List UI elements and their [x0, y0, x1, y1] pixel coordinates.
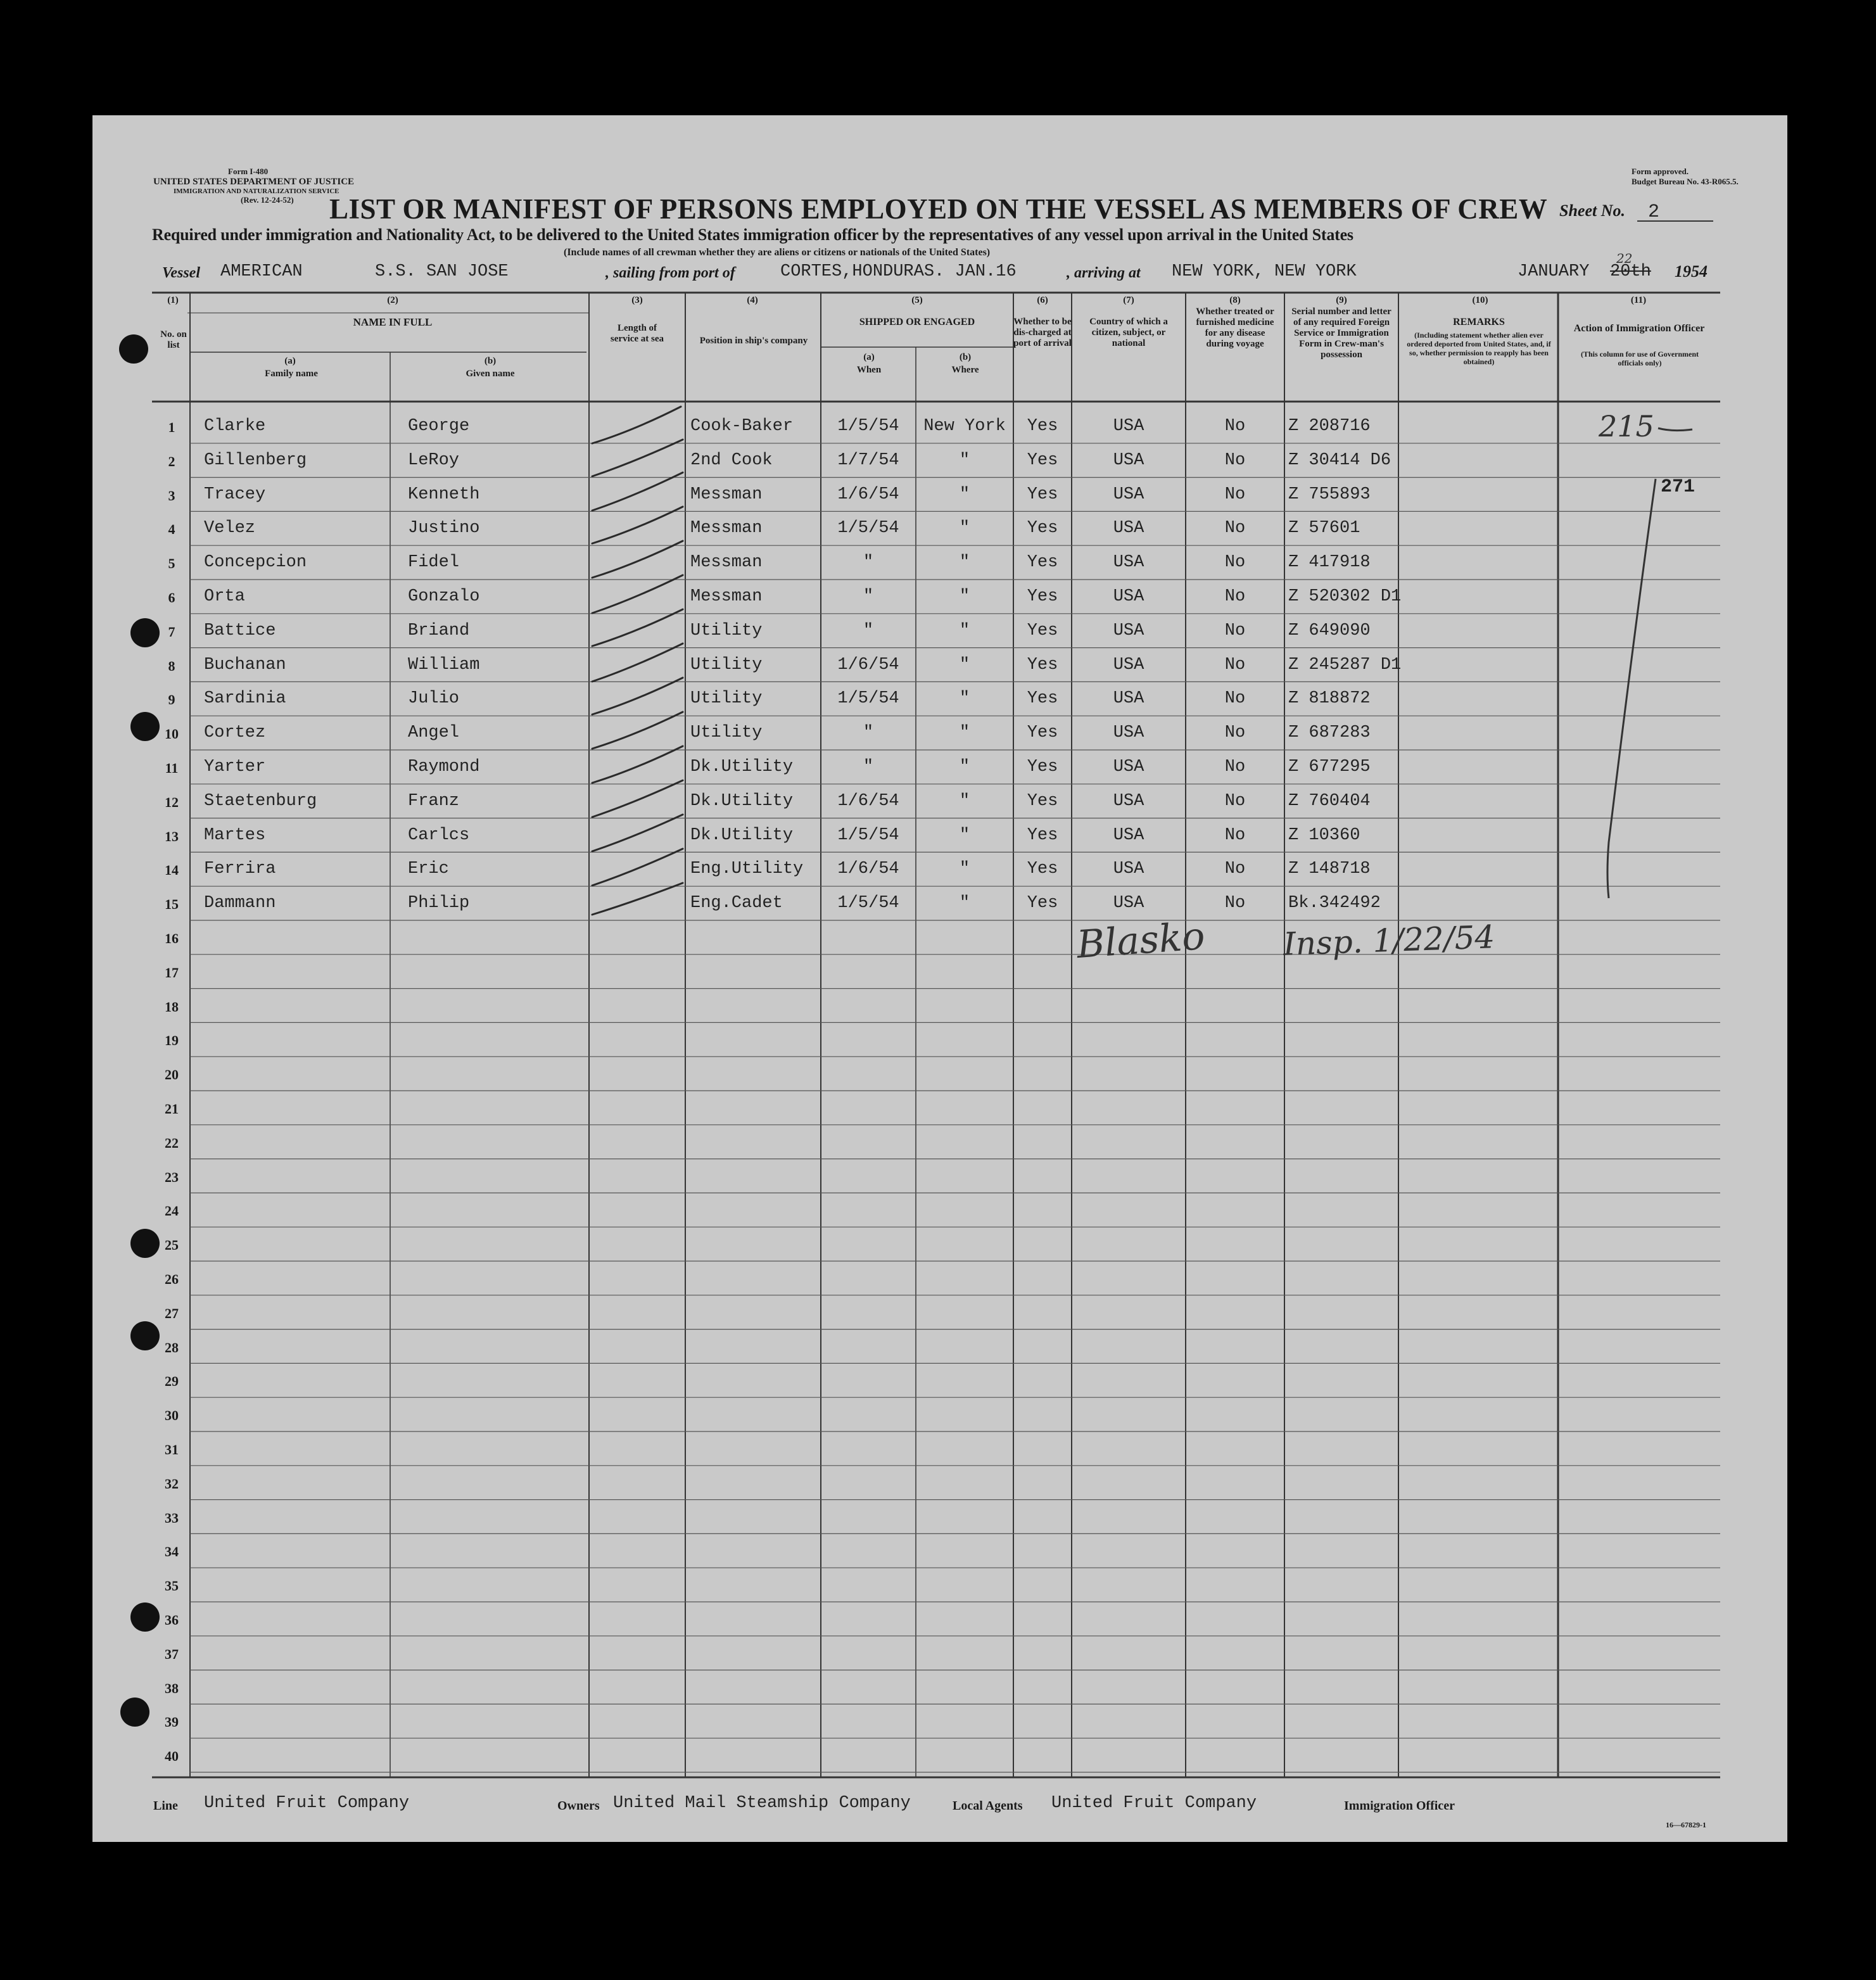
- form-note: (Include names of all crewman whether they are aliens or citizens or nationals of the United States): [564, 247, 991, 258]
- shipped-when-cell: 1/5/54: [837, 894, 899, 913]
- family-name-cell: Clarke: [204, 417, 266, 436]
- date-year: 1954: [1675, 262, 1708, 281]
- discharge-cell: Yes: [1027, 825, 1058, 845]
- shipped-when-cell: ": [863, 723, 874, 743]
- col5-header: SHIPPED OR ENGAGED: [859, 317, 975, 327]
- position-cell: Utility: [690, 723, 763, 743]
- row-number: 3: [168, 487, 175, 504]
- country-cell: USA: [1113, 553, 1144, 573]
- col4-number: (4): [747, 295, 758, 305]
- country-cell: USA: [1113, 689, 1144, 709]
- position-cell: Eng.Utility: [690, 860, 804, 879]
- row-number: 29: [165, 1373, 179, 1390]
- treated-cell: No: [1224, 825, 1246, 845]
- position-cell: Dk.Utility: [690, 758, 794, 777]
- serial-cell: Z 755893: [1288, 485, 1371, 504]
- discharge-cell: Yes: [1027, 689, 1058, 709]
- family-name-cell: Dammann: [204, 894, 276, 913]
- row-number: 32: [165, 1475, 179, 1492]
- line-value: United Fruit Company: [204, 1794, 410, 1813]
- shipped-when-cell: 1/6/54: [837, 791, 899, 811]
- shipped-where-cell: ": [959, 825, 970, 845]
- serial-cell: Z 677295: [1288, 758, 1371, 777]
- row-number: 38: [165, 1680, 179, 1696]
- country-cell: USA: [1113, 791, 1144, 811]
- discharge-cell: Yes: [1027, 450, 1058, 470]
- col2a-header: Family name: [265, 369, 318, 379]
- shipped-where-cell: ": [959, 450, 970, 470]
- row-number: 10: [165, 726, 179, 742]
- family-name-cell: Orta: [204, 587, 245, 606]
- position-cell: Dk.Utility: [690, 825, 794, 845]
- serial-cell: Z 649090: [1288, 621, 1371, 640]
- given-name-cell: Fidel: [408, 553, 460, 573]
- print-code: 16—67829-1: [1666, 1820, 1706, 1829]
- shipped-when-cell: 1/5/54: [837, 519, 899, 538]
- serial-cell: Z 57601: [1288, 519, 1360, 538]
- date-day: 20th: [1610, 262, 1651, 281]
- discharge-cell: Yes: [1027, 758, 1058, 777]
- agents-value: United Fruit Company: [1051, 1794, 1257, 1813]
- shipped-where-cell: ": [959, 621, 970, 640]
- col2-number: (2): [387, 295, 398, 305]
- position-cell: Dk.Utility: [690, 791, 794, 811]
- shipped-when-cell: 1/5/54: [837, 689, 899, 709]
- row-number: 39: [165, 1714, 179, 1730]
- treated-cell: No: [1224, 450, 1246, 470]
- row-number: 22: [165, 1134, 179, 1151]
- treated-cell: No: [1224, 689, 1246, 709]
- discharge-cell: Yes: [1027, 587, 1058, 606]
- row-number: 28: [165, 1339, 179, 1355]
- row-number: 31: [165, 1442, 179, 1457]
- given-name-cell: William: [408, 655, 480, 675]
- vessel-label: Vessel: [162, 265, 200, 281]
- shipped-where-cell: ": [959, 860, 970, 879]
- budget: Budget Bureau No. 43-R065.5.: [1632, 177, 1739, 186]
- position-cell: Eng.Cadet: [690, 894, 783, 913]
- given-name-cell: Franz: [408, 791, 460, 811]
- country-cell: USA: [1113, 417, 1144, 436]
- treated-cell: No: [1224, 894, 1246, 913]
- sheet-label: Sheet No.: [1559, 201, 1625, 220]
- row-number: 23: [165, 1169, 179, 1185]
- shipped-where-cell: ": [959, 519, 970, 538]
- vessel-name: S.S. SAN JOSE: [375, 262, 509, 281]
- serial-cell: Z 687283: [1288, 723, 1371, 743]
- given-name-cell: Briand: [408, 621, 470, 640]
- col5a-header: When: [856, 365, 882, 375]
- country-cell: USA: [1113, 621, 1144, 640]
- family-name-cell: Battice: [204, 621, 276, 640]
- col7-number: (7): [1123, 295, 1134, 305]
- shipped-when-cell: 1/7/54: [837, 450, 899, 470]
- col3-number: (3): [631, 295, 643, 305]
- row-number: 11: [165, 760, 179, 776]
- handwritten-mark: 215: [1599, 409, 1654, 443]
- family-name-cell: Cortez: [204, 723, 266, 743]
- approval: Form approved.: [1632, 167, 1689, 176]
- serial-cell: Z 208716: [1288, 417, 1371, 436]
- discharge-cell: Yes: [1027, 553, 1058, 573]
- arriving-at: NEW YORK, NEW YORK: [1172, 262, 1357, 281]
- agents-label: Local Agents: [953, 1799, 1023, 1813]
- col3-header: Length of service at sea: [610, 323, 664, 344]
- row-number: 25: [165, 1237, 179, 1253]
- col2b-number: (b): [484, 356, 497, 366]
- given-name-cell: Kenneth: [408, 485, 480, 504]
- shipped-when-cell: 1/6/54: [837, 485, 899, 504]
- row-number: 34: [165, 1544, 179, 1560]
- country-cell: USA: [1113, 485, 1144, 504]
- col11-number: (11): [1630, 295, 1647, 305]
- treated-cell: No: [1224, 621, 1246, 640]
- row-number: 6: [168, 590, 175, 606]
- col5b-number: (b): [959, 352, 972, 362]
- family-name-cell: Yarter: [204, 758, 266, 777]
- arriving-label: , arriving at: [1067, 265, 1141, 281]
- family-name-cell: Gillenberg: [204, 450, 307, 470]
- family-name-cell: Concepcion: [204, 553, 307, 573]
- shipped-when-cell: ": [863, 621, 874, 640]
- shipped-where-cell: ": [959, 553, 970, 573]
- row-number: 40: [165, 1748, 179, 1765]
- family-name-cell: Tracey: [204, 485, 266, 504]
- given-name-cell: LeRoy: [408, 450, 460, 470]
- row-number: 1: [168, 419, 175, 435]
- col7-header: Country of which a citizen, subject, or national: [1089, 317, 1168, 348]
- shipped-when-cell: ": [863, 587, 874, 606]
- row-number: 17: [165, 964, 179, 980]
- serial-cell: Z 520302 D1: [1288, 587, 1402, 606]
- row-number: 12: [165, 794, 179, 810]
- serial-cell: Z 10360: [1288, 825, 1360, 845]
- family-name-cell: Sardinia: [204, 689, 286, 709]
- col5b-header: Where: [951, 365, 979, 375]
- col10-header: REMARKS: [1453, 317, 1505, 327]
- date-month: JANUARY: [1518, 262, 1590, 281]
- country-cell: USA: [1113, 587, 1144, 606]
- form-number: Form I-480: [228, 167, 269, 176]
- handwritten-count: 271: [1661, 476, 1695, 498]
- family-name-cell: Martes: [204, 825, 266, 845]
- country-cell: USA: [1113, 758, 1144, 777]
- col1-number: (1): [167, 295, 179, 305]
- row-number: 13: [165, 828, 179, 844]
- row-number: 33: [165, 1509, 179, 1526]
- country-cell: USA: [1113, 860, 1144, 879]
- serial-cell: Z 760404: [1288, 791, 1371, 811]
- treated-cell: No: [1224, 519, 1246, 538]
- col10-number: (10): [1472, 295, 1488, 305]
- treated-cell: No: [1224, 485, 1246, 504]
- discharge-cell: Yes: [1027, 417, 1058, 436]
- country-cell: USA: [1113, 723, 1144, 743]
- discharge-cell: Yes: [1027, 519, 1058, 538]
- sailing-from: CORTES,HONDURAS. JAN.16: [780, 262, 1017, 281]
- discharge-cell: Yes: [1027, 621, 1058, 640]
- row-number: 14: [165, 862, 179, 879]
- col6-header: Whether to be dis-charged at port of arrival: [1013, 317, 1072, 348]
- serial-cell: Z 417918: [1288, 553, 1371, 573]
- shipped-where-cell: ": [959, 723, 970, 743]
- col8-header: Whether treated or furnished medicine for any disease during voyage: [1196, 307, 1274, 349]
- row-number: 36: [165, 1612, 179, 1628]
- col5-number: (5): [911, 295, 923, 305]
- col2-header: NAME IN FULL: [353, 316, 433, 328]
- row-number: 35: [165, 1578, 179, 1594]
- treated-cell: No: [1224, 791, 1246, 811]
- col8-number: (8): [1229, 295, 1241, 305]
- sailing-label: , sailing from port of: [605, 265, 735, 281]
- row-number: 8: [168, 657, 175, 674]
- shipped-when-cell: 1/5/54: [837, 825, 899, 845]
- given-name-cell: Angel: [408, 723, 460, 743]
- col11-header: Action of Immigration Officer: [1573, 323, 1705, 334]
- country-cell: USA: [1113, 655, 1144, 675]
- row-number: 26: [165, 1271, 179, 1287]
- treated-cell: No: [1224, 417, 1246, 436]
- col5a-number: (a): [863, 352, 875, 362]
- col1-header: No. on list: [160, 329, 187, 350]
- owners-value: United Mail Steamship Company: [613, 1794, 911, 1813]
- row-number: 21: [165, 1101, 179, 1117]
- shipped-where-cell: ": [959, 791, 970, 811]
- row-number: 24: [165, 1203, 179, 1219]
- row-number: 19: [165, 1032, 179, 1049]
- shipped-where-cell: ": [959, 894, 970, 913]
- shipped-when-cell: ": [863, 553, 874, 573]
- family-name-cell: Ferrira: [204, 860, 276, 879]
- shipped-when-cell: 1/6/54: [837, 860, 899, 879]
- sheet-number: 2: [1648, 201, 1660, 223]
- given-name-cell: Julio: [408, 689, 460, 709]
- shipped-where-cell: ": [959, 758, 970, 777]
- country-cell: USA: [1113, 894, 1144, 913]
- row-number: 37: [165, 1646, 179, 1662]
- row-number: 18: [165, 998, 179, 1015]
- col2a-number: (a): [284, 356, 296, 366]
- treated-cell: No: [1224, 723, 1246, 743]
- given-name-cell: Raymond: [408, 758, 480, 777]
- position-cell: Utility: [690, 621, 763, 640]
- position-cell: Utility: [690, 655, 763, 675]
- shipped-when-cell: 1/6/54: [837, 655, 899, 675]
- treated-cell: No: [1224, 758, 1246, 777]
- serial-cell: Z 148718: [1288, 860, 1371, 879]
- given-name-cell: Eric: [408, 860, 449, 879]
- discharge-cell: Yes: [1027, 860, 1058, 879]
- date-day-correction: 22: [1616, 251, 1633, 266]
- position-cell: Utility: [690, 689, 763, 709]
- shipped-where-cell: ": [959, 587, 970, 606]
- position-cell: Messman: [690, 553, 763, 573]
- position-cell: Messman: [690, 485, 763, 504]
- discharge-cell: Yes: [1027, 723, 1058, 743]
- given-name-cell: Justino: [408, 519, 480, 538]
- position-cell: Messman: [690, 519, 763, 538]
- discharge-cell: Yes: [1027, 791, 1058, 811]
- revision: (Rev. 12-24-52): [241, 195, 294, 205]
- country-cell: USA: [1113, 825, 1144, 845]
- country-cell: USA: [1113, 519, 1144, 538]
- col10-note: (Including statement whether alien ever ordered deported from United States, and, if so, whether permission to reapply has been obtained): [1407, 331, 1551, 366]
- row-number: 30: [165, 1407, 179, 1424]
- family-name-cell: Velez: [204, 519, 256, 538]
- discharge-cell: Yes: [1027, 894, 1058, 913]
- line-label: Line: [153, 1799, 178, 1813]
- treated-cell: No: [1224, 553, 1246, 573]
- shipped-where-cell: New York: [923, 417, 1006, 436]
- given-name-cell: George: [408, 417, 470, 436]
- col2b-header: Given name: [466, 369, 515, 379]
- row-number: 20: [165, 1067, 179, 1083]
- serial-cell: Z 30414 D6: [1288, 450, 1391, 470]
- serial-cell: Z 245287 D1: [1288, 655, 1402, 675]
- row-number: 9: [168, 692, 175, 708]
- shipped-when-cell: 1/5/54: [837, 417, 899, 436]
- col6-number: (6): [1037, 295, 1048, 305]
- form-subtitle: Required under immigration and Nationality Act, to be delivered to the United States immigration officer by the representatives of any vessel upon arrival in the United States: [152, 225, 1353, 244]
- service: IMMIGRATION AND NATURALIZATION SERVICE: [174, 187, 339, 195]
- col4-header: Position in ship's company: [699, 336, 808, 346]
- owners-label: Owners: [557, 1799, 600, 1813]
- row-number: 2: [168, 453, 175, 469]
- discharge-cell: Yes: [1027, 655, 1058, 675]
- position-cell: Cook-Baker: [690, 417, 794, 436]
- form-title: LIST OR MANIFEST OF PERSONS EMPLOYED ON THE VESSEL AS MEMBERS OF CREW: [329, 193, 1548, 225]
- department: UNITED STATES DEPARTMENT OF JUSTICE: [153, 177, 355, 187]
- serial-cell: Z 818872: [1288, 689, 1371, 709]
- row-number: 16: [165, 930, 179, 946]
- vessel-nationality: AMERICAN: [220, 262, 303, 281]
- serial-cell: Bk.342492: [1288, 894, 1381, 913]
- shipped-where-cell: ": [959, 655, 970, 675]
- given-name-cell: Carlcs: [408, 825, 470, 845]
- shipped-where-cell: ": [959, 689, 970, 709]
- col9-header: Serial number and letter of any required Foreign Service or Immigration Form in Crew-man's possession: [1291, 307, 1391, 360]
- family-name-cell: Buchanan: [204, 655, 286, 675]
- shipped-where-cell: ": [959, 485, 970, 504]
- row-number: 27: [165, 1305, 179, 1321]
- col11-note: (This column for use of Government officials only): [1580, 350, 1699, 367]
- treated-cell: No: [1224, 655, 1246, 675]
- treated-cell: No: [1224, 587, 1246, 606]
- country-cell: USA: [1113, 450, 1144, 470]
- row-number: 4: [168, 521, 175, 538]
- row-number: 5: [168, 555, 175, 572]
- row-number: 15: [165, 896, 179, 913]
- position-cell: 2nd Cook: [690, 450, 773, 470]
- shipped-when-cell: ": [863, 758, 874, 777]
- given-name-cell: Gonzalo: [408, 587, 480, 606]
- given-name-cell: Philip: [408, 894, 470, 913]
- row-number: 7: [168, 623, 175, 640]
- inspection-date: Insp. 1/22/54: [1283, 918, 1496, 963]
- treated-cell: No: [1224, 860, 1246, 879]
- inspector-signature: Blasko: [1075, 914, 1207, 967]
- discharge-cell: Yes: [1027, 485, 1058, 504]
- family-name-cell: Staetenburg: [204, 791, 317, 811]
- position-cell: Messman: [690, 587, 763, 606]
- col9-number: (9): [1336, 295, 1347, 305]
- officer-label: Immigration Officer: [1344, 1799, 1455, 1813]
